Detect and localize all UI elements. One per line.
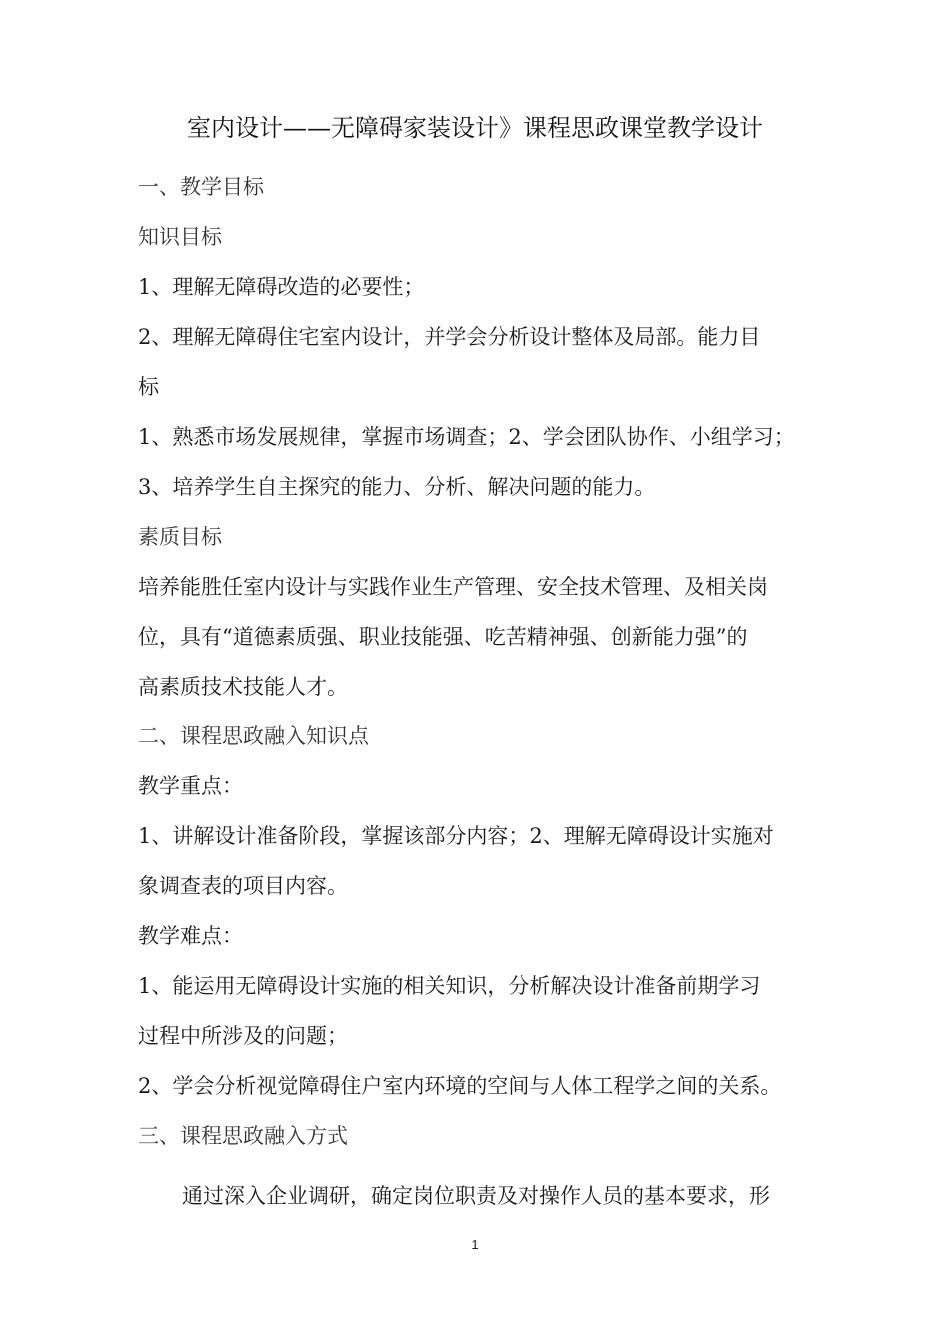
paragraph-line: 通过深入企业调研，确定岗位职责及对操作人员的基本要求，形 xyxy=(182,1184,770,1208)
document-title: 室内设计——无障碍家装设计》课程思政课堂教学设计 xyxy=(187,114,763,142)
paragraph-line: 过程中所涉及的问题； xyxy=(138,1024,348,1048)
section-heading-integration-methods: 三、课程思政融入方式 xyxy=(138,1124,348,1148)
paragraph-line: 标 xyxy=(138,375,159,399)
paragraph-line: 高素质技术技能人才。 xyxy=(138,675,348,699)
paragraph-line: 1、能运用无障碍设计实施的相关知识，分析解决设计准备前期学习 xyxy=(138,974,761,998)
paragraph-line: 3、培养学生自主探究的能力、分析、解决问题的能力。 xyxy=(138,475,656,499)
paragraph-line: 象调查表的项目内容。 xyxy=(138,874,348,898)
paragraph-line: 1、理解无障碍改造的必要性； xyxy=(138,275,425,299)
section-heading-knowledge-points: 二、课程思政融入知识点 xyxy=(138,724,369,748)
paragraph-line: 2、学会分析视觉障碍住户室内环境的空间与人体工程学之间的关系。 xyxy=(138,1074,782,1098)
paragraph-line: 位，具有“道德素质强、职业技能强、吃苦精神强、创新能力强”的 xyxy=(138,625,748,649)
paragraph-line: 1、熟悉市场发展规律，掌握市场调查；2、学会团队协作、小组学习； xyxy=(138,425,795,449)
paragraph-line: 培养能胜任室内设计与实践作业生产管理、安全技术管理、及相关岗 xyxy=(138,575,768,599)
subheading-quality-goals: 素质目标 xyxy=(138,525,222,549)
subheading-knowledge-goals: 知识目标 xyxy=(138,225,222,249)
paragraph-line: 2、理解无障碍住宅室内设计，并学会分析设计整体及局部。能力目 xyxy=(138,325,761,349)
paragraph-line: 1、讲解设计准备阶段，掌握该部分内容；2、理解无障碍设计实施对 xyxy=(138,824,774,848)
subheading-difficult-points: 教学难点： xyxy=(138,924,243,948)
section-heading-teaching-goals: 一、教学目标 xyxy=(138,175,264,199)
subheading-key-points: 教学重点： xyxy=(138,774,243,798)
page-number: 1 xyxy=(471,1237,479,1252)
